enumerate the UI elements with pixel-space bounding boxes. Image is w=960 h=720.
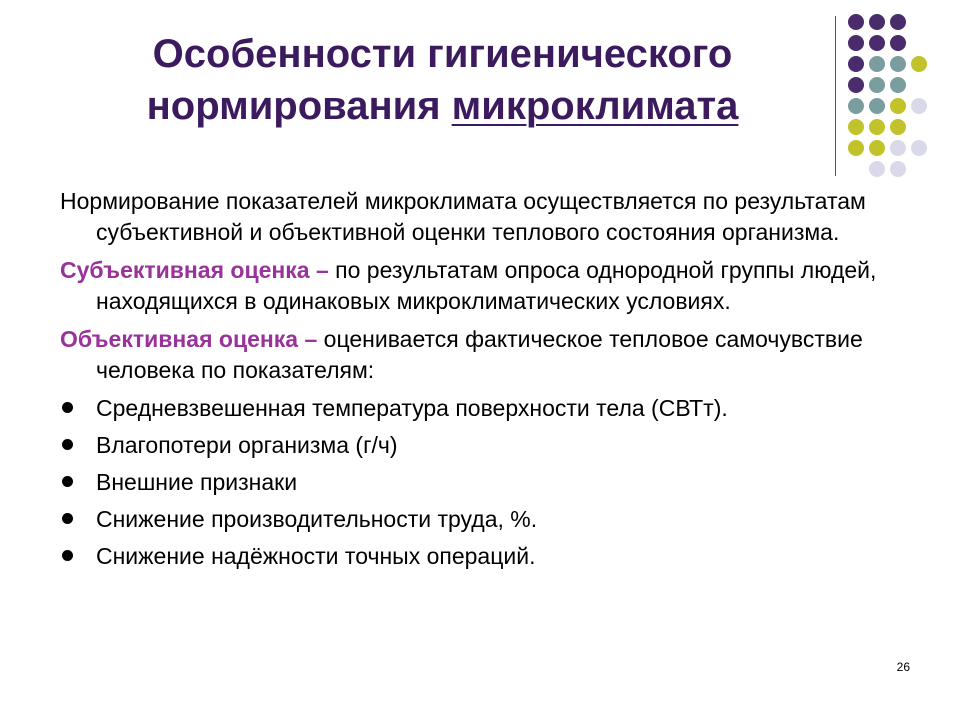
- decorative-dot: [848, 140, 864, 156]
- list-item: [60, 504, 880, 535]
- decorative-dot: [911, 140, 927, 156]
- list-item-text: Снижение надёжности точных операций.: [96, 543, 536, 569]
- bullet-icon: [62, 476, 73, 487]
- decorative-dot: [911, 98, 927, 114]
- paragraph-intro-text: Нормирование показателей микроклимата осуществляется по результатам субъективной и объективной оценки теплового состояния организма.: [60, 188, 866, 245]
- decorative-dot: [869, 14, 885, 30]
- list-item: [60, 467, 880, 498]
- decorative-dot: [869, 77, 885, 93]
- decorative-dot: [890, 77, 906, 93]
- slide-title: [60, 28, 825, 132]
- list-item: [60, 430, 880, 461]
- subjective-assessment-term: Субъективная оценка –: [60, 257, 329, 283]
- bullet-icon: [62, 402, 73, 413]
- decorative-dot: [848, 98, 864, 114]
- title-line-2-text: нормирования: [146, 84, 452, 128]
- decorative-dot: [890, 35, 906, 51]
- decorative-dot: [890, 14, 906, 30]
- list-item-text: Внешние признаки: [96, 469, 298, 495]
- decorative-dot: [869, 161, 885, 177]
- slide-body: [60, 186, 880, 578]
- decorative-dot: [848, 77, 864, 93]
- decorative-dot: [869, 98, 885, 114]
- paragraph-intro: [60, 186, 880, 248]
- list-item-text: Средневзвешенная температура поверхности тела (СВТт).: [96, 395, 728, 421]
- subjective-assessment-text: по результатам опроса однородной группы людей, находящихся в одинаковых микроклиматических условиях.: [96, 257, 877, 314]
- page-number: 26: [896, 660, 910, 674]
- decorative-dot: [890, 161, 906, 177]
- title-line-2: [60, 80, 825, 132]
- bullet-icon: [62, 439, 73, 450]
- title-divider-line: [835, 16, 836, 176]
- list-item: [60, 541, 880, 572]
- decorative-dot: [848, 14, 864, 30]
- indicator-list: [60, 393, 880, 572]
- title-line-1: Особенности гигиенического: [152, 32, 733, 76]
- decorative-dot: [848, 119, 864, 135]
- list-item: [60, 393, 880, 424]
- title-underlined-word: микроклимата: [451, 84, 739, 128]
- decorative-dot: [890, 98, 906, 114]
- decorative-dot: [848, 35, 864, 51]
- list-item-text: Снижение производительности труда, %.: [96, 506, 538, 532]
- decorative-dot: [890, 119, 906, 135]
- decorative-dot: [869, 56, 885, 72]
- decorative-dot: [869, 140, 885, 156]
- decorative-dot: [911, 56, 927, 72]
- list-item-text: Влагопотери организма (г/ч): [96, 432, 398, 458]
- paragraph-subjective: [60, 255, 880, 317]
- decorative-dot: [869, 119, 885, 135]
- objective-assessment-text: оценивается фактическое тепловое самочувствие человека по показателям:: [96, 326, 863, 383]
- bullet-icon: [62, 550, 73, 561]
- decorative-dot: [890, 56, 906, 72]
- bullet-icon: [62, 513, 73, 524]
- objective-assessment-term: Объективная оценка –: [60, 326, 318, 352]
- paragraph-objective: [60, 324, 880, 386]
- decorative-dot: [890, 140, 906, 156]
- decorative-dot: [869, 35, 885, 51]
- decorative-dot: [848, 56, 864, 72]
